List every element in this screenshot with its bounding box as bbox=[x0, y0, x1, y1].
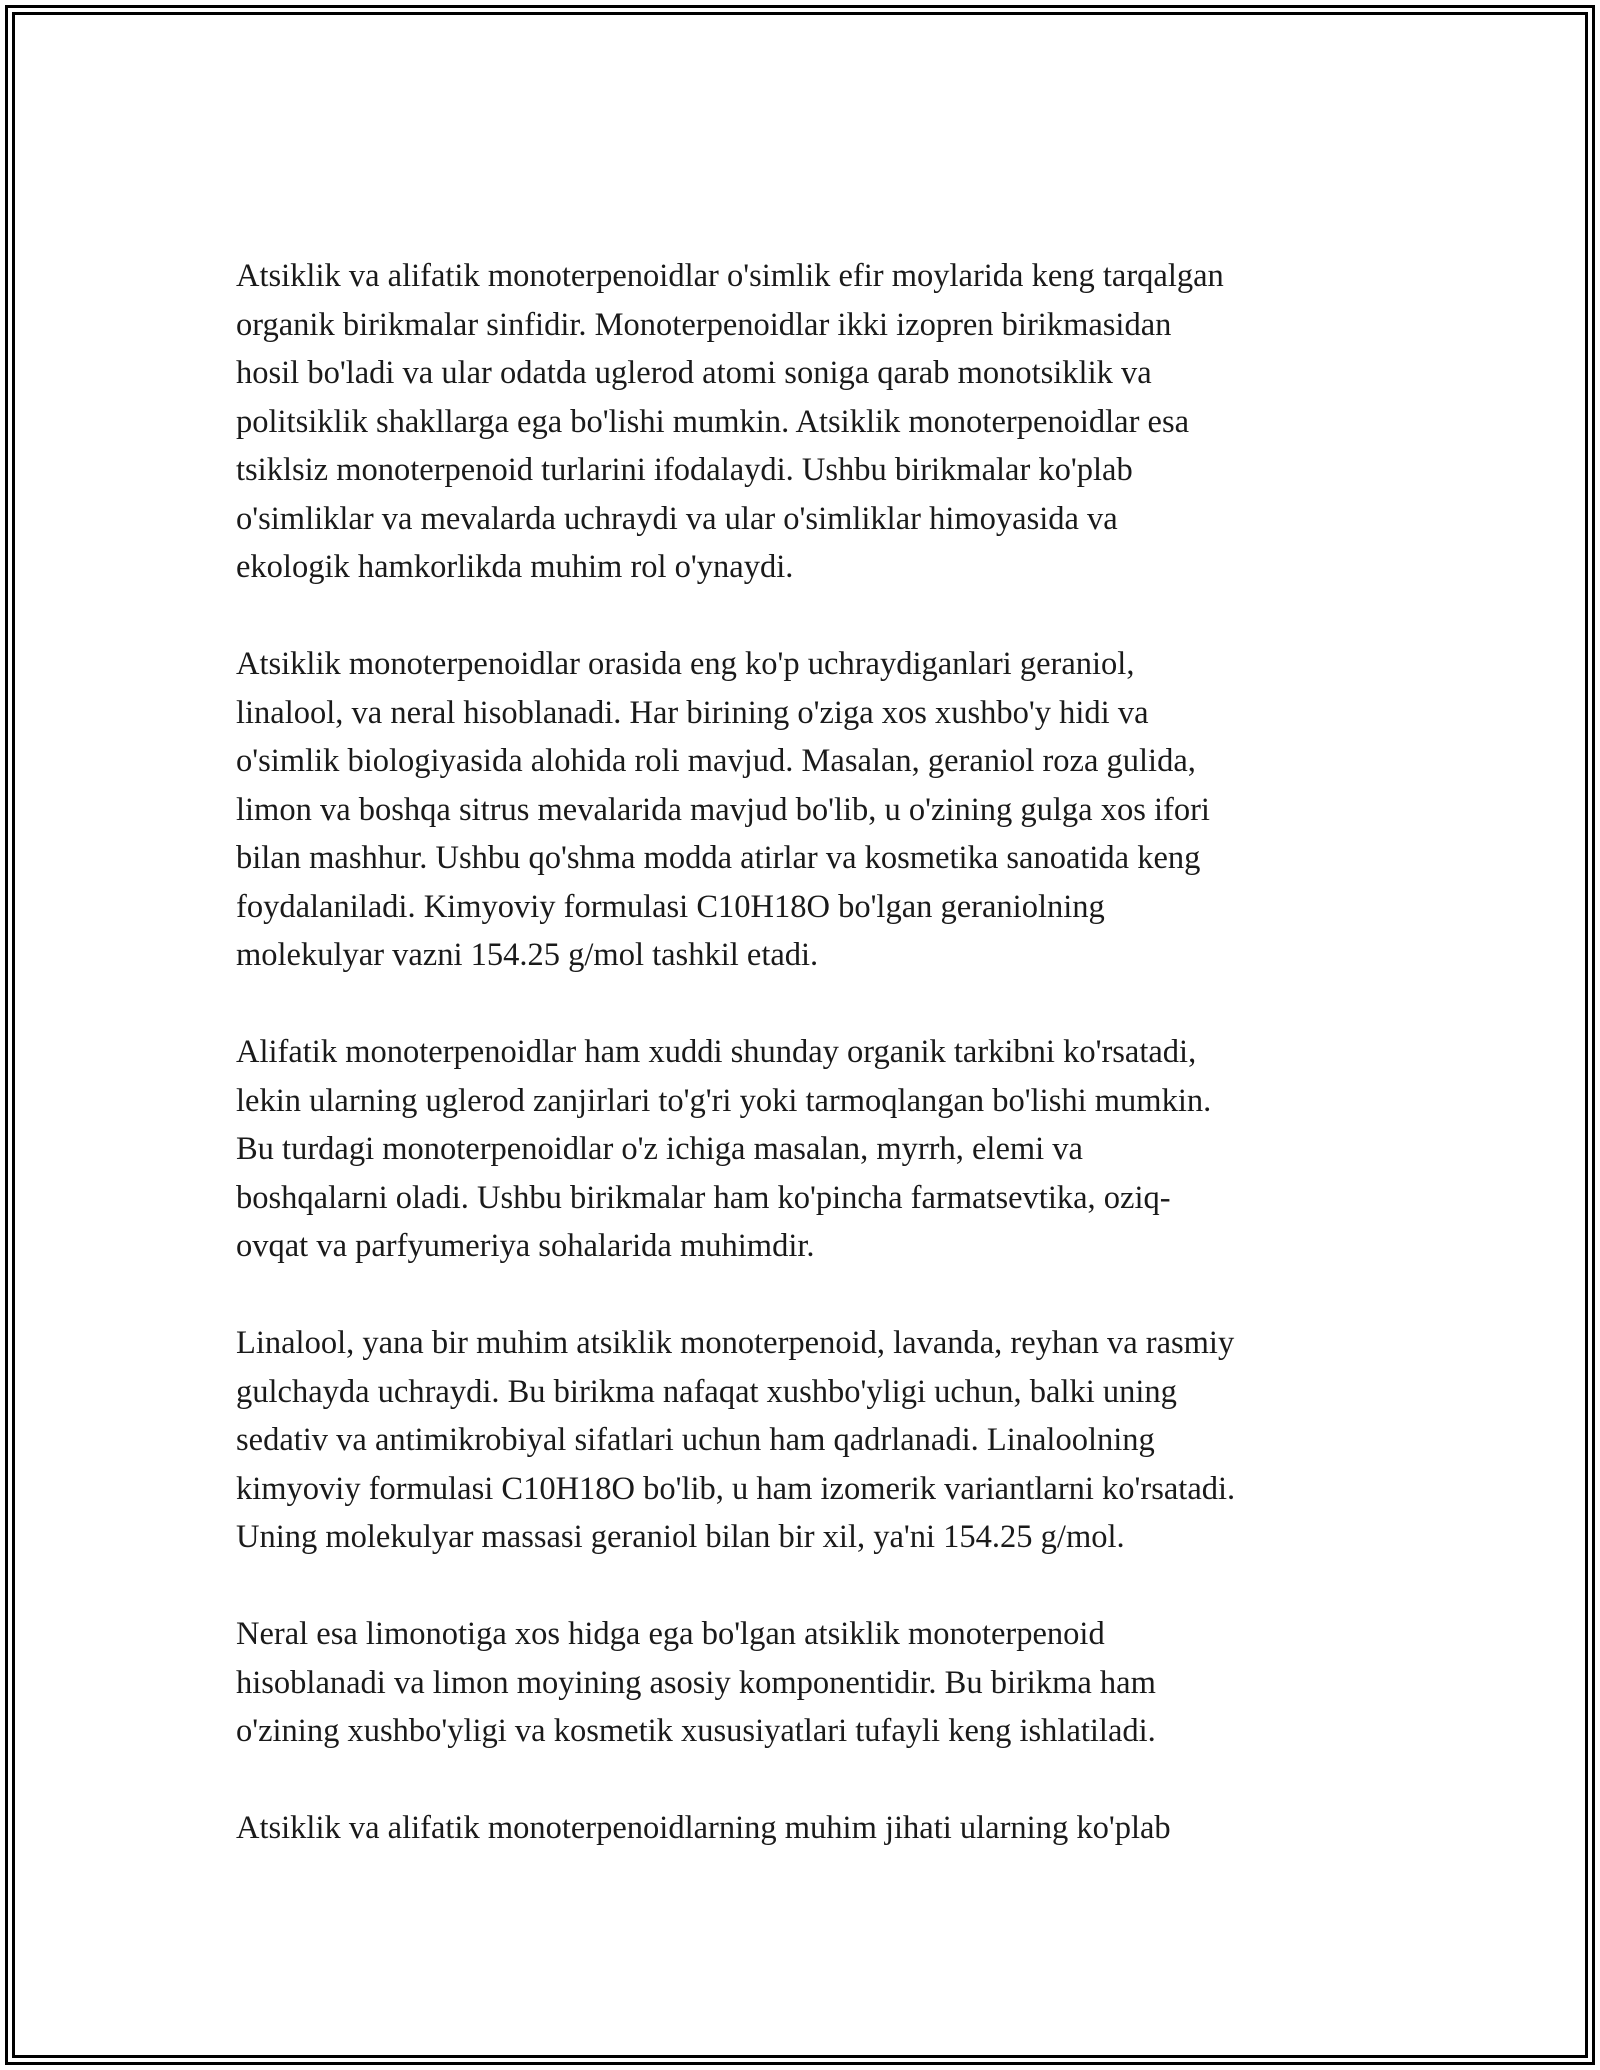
paragraph-6 bbox=[236, 1804, 1376, 1853]
text-line: Linalool, yana bir muhim atsiklik monoterpenoid, lavanda, reyhan va rasmiy bbox=[236, 1325, 1235, 1361]
text-line: bilan mashhur. Ushbu qo'shma modda atirlar va kosmetika sanoatida keng bbox=[236, 840, 1201, 876]
paragraph-1 bbox=[236, 252, 1376, 592]
text-line: Atsiklik va alifatik monoterpenoidlar o'simlik efir moylarida keng tarqalgan bbox=[236, 258, 1224, 294]
text-line: foydalaniladi. Kimyoviy formulasi C10H18O bo'lgan geraniolning bbox=[236, 888, 1105, 925]
text-line: hosil bo'ladi va ular odatda uglerod atomi soniga qarab monotsiklik va bbox=[236, 355, 1152, 391]
text-line: linalool, va neral hisoblanadi. Har birining o'ziga xos xushbo'y hidi va bbox=[236, 694, 1149, 731]
text-line: Atsiklik monoterpenoidlar orasida eng ko'p uchraydiganlari geraniol, bbox=[236, 646, 1135, 682]
text-line: Alifatik monoterpenoidlar ham xuddi shunday organik tarkibni ko'rsatadi, bbox=[236, 1034, 1197, 1070]
text-line: Uning molekulyar massasi geraniol bilan bir xil, ya'ni 154.25 g/mol. bbox=[236, 1519, 1125, 1555]
text-line: organik birikmalar sinfidir. Monoterpenoidlar ikki izopren birikmasidan bbox=[236, 306, 1172, 343]
paragraph-2 bbox=[236, 640, 1376, 980]
paragraph-3 bbox=[236, 1028, 1376, 1271]
text-line: kimyoviy formulasi C10H18O bo'lib, u ham izomerik variantlarni ko'rsatadi. bbox=[236, 1470, 1236, 1507]
text-line: molekulyar vazni 154.25 g/mol tashkil etadi. bbox=[236, 937, 819, 973]
text-line: o'simlik biologiyasida alohida roli mavjud. Masalan, geraniol roza gulida, bbox=[236, 743, 1196, 779]
document-body bbox=[236, 252, 1376, 1901]
text-line: boshqalarni oladi. Ushbu birikmalar ham ko'pincha farmatsevtika, oziq- bbox=[236, 1179, 1171, 1216]
paragraph-5 bbox=[236, 1610, 1376, 1756]
text-line: tsiklsiz monoterpenoid turlarini ifodalaydi. Ushbu birikmalar ko'plab bbox=[236, 452, 1133, 488]
text-line: Atsiklik va alifatik monoterpenoidlarning muhim jihati ularning ko'plab bbox=[236, 1810, 1171, 1846]
text-line: Neral esa limonotiga xos hidga ega bo'lgan atsiklik monoterpenoid bbox=[236, 1616, 1105, 1652]
text-line: hisoblanadi va limon moyining asosiy komponentidir. Bu birikma ham bbox=[236, 1664, 1156, 1701]
text-line: o'zining xushbo'yligi va kosmetik xususiyatlari tufayli keng ishlatiladi. bbox=[236, 1713, 1156, 1749]
text-line: ekologik hamkorlikda muhim rol o'ynaydi. bbox=[236, 549, 794, 585]
text-line: lekin ularning uglerod zanjirlari to'g'ri yoki tarmoqlangan bo'lishi mumkin. bbox=[236, 1082, 1212, 1119]
text-line: limon va boshqa sitrus mevalarida mavjud bo'lib, u o'zining gulga xos ifori bbox=[236, 791, 1210, 828]
text-line: o'simliklar va mevalarda uchraydi va ular o'simliklar himoyasida va bbox=[236, 500, 1118, 537]
text-line: gulchayda uchraydi. Bu birikma nafaqat xushbo'yligi uchun, balki uning bbox=[236, 1373, 1177, 1410]
text-line: politsiklik shakllarga ega bo'lishi mumkin. Atsiklik monoterpenoidlar esa bbox=[236, 403, 1190, 440]
paragraph-4 bbox=[236, 1319, 1376, 1562]
text-line: sedativ va antimikrobiyal sifatlari uchun ham qadrlanadi. Linaloolning bbox=[236, 1422, 1155, 1458]
text-line: Bu turdagi monoterpenoidlar o'z ichiga masalan, myrrh, elemi va bbox=[236, 1131, 1083, 1167]
text-line: ovqat va parfyumeriya sohalarida muhimdir. bbox=[236, 1228, 815, 1264]
